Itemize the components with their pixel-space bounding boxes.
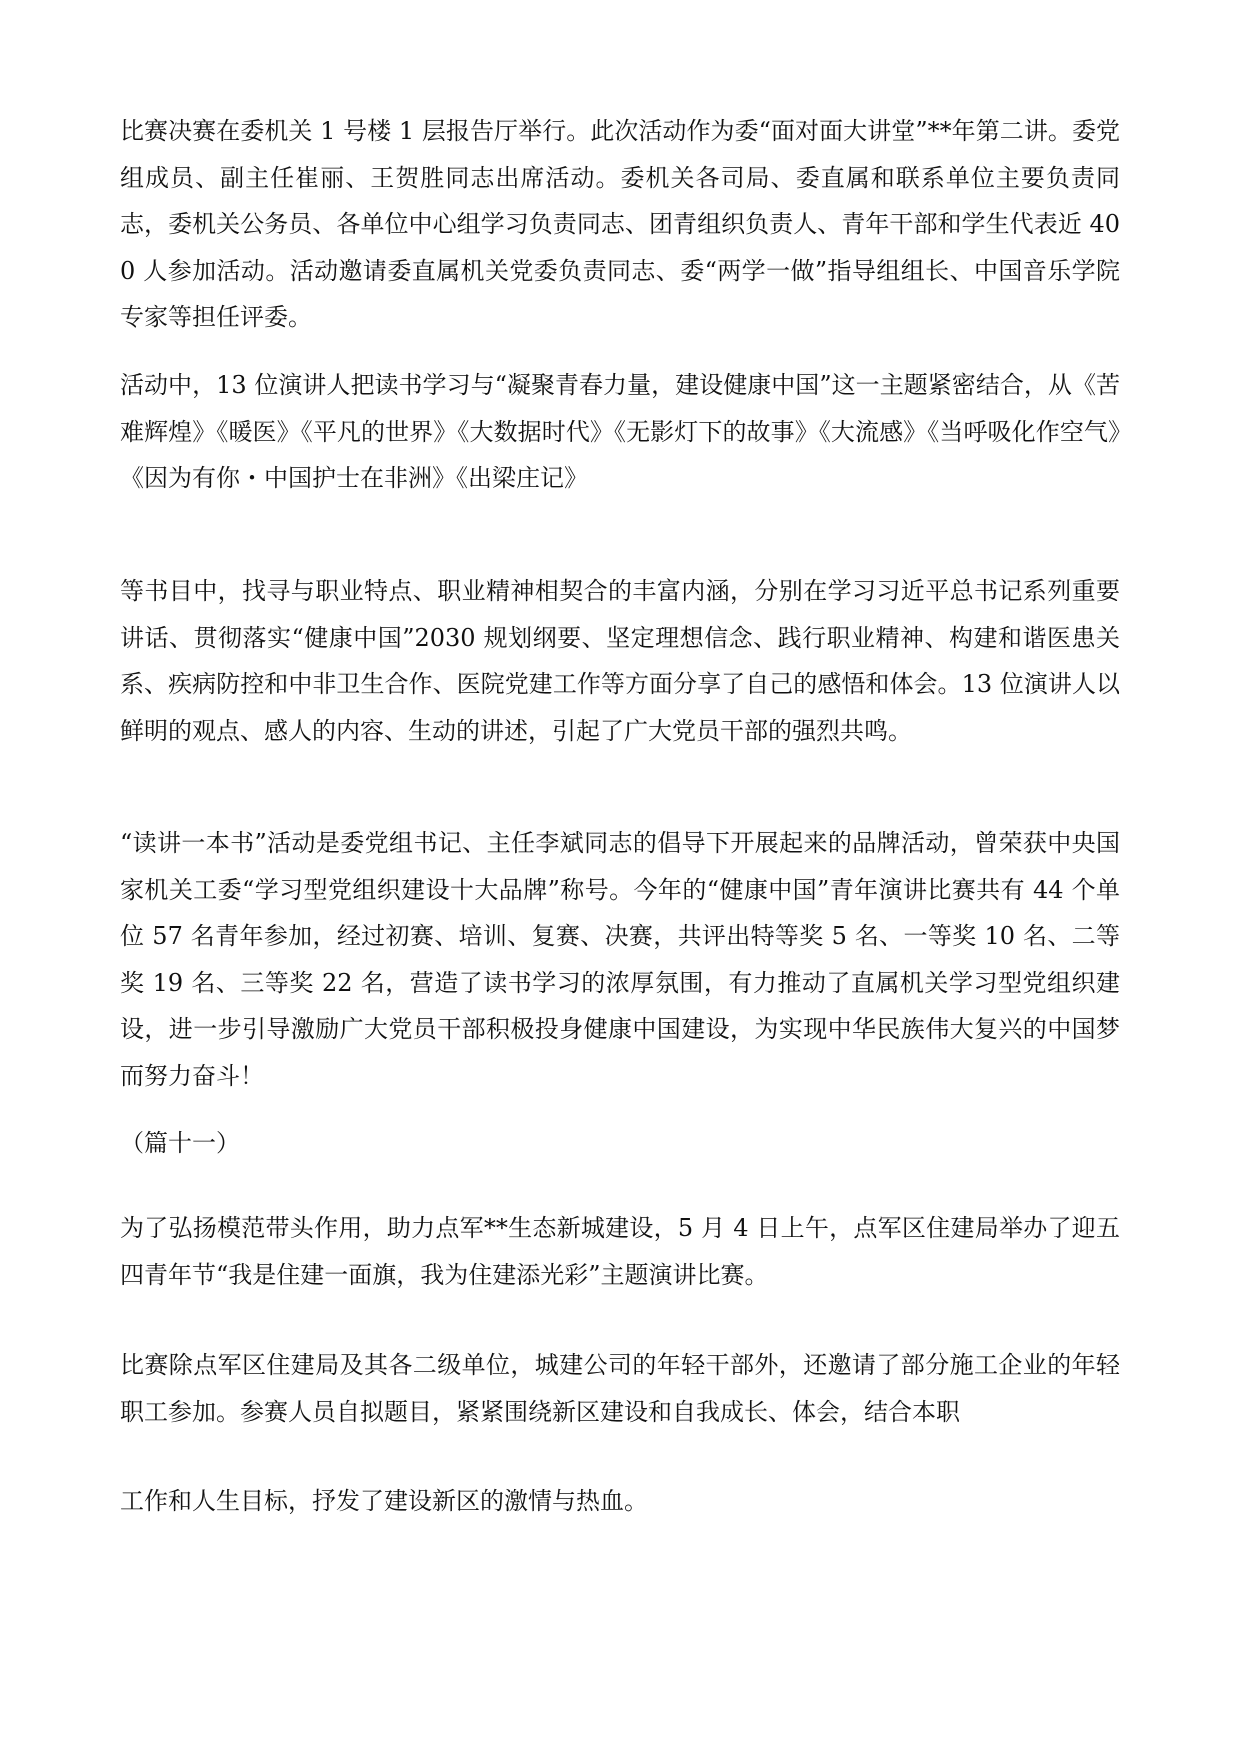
paragraph-closing: 工作和人生目标，抒发了建设新区的激情与热血。 — [120, 1487, 648, 1515]
paragraph-participants: 比赛除点军区住建局及其各二级单位，城建公司的年轻干部外，还邀请了部分施工企业的年轻职工参加。参赛人员自拟题目，紧紧围绕新区建设和自我成长、体会，结合本职 — [120, 1351, 1120, 1426]
section-heading-11: （篇十一） — [120, 1129, 240, 1157]
paragraph-final-event: 比赛决赛在委机关 1 号楼 1 层报告厅举行。此次活动作为委“面对面大讲堂”**年第二讲。委党组成员、副主任崔丽、王贺胜同志出席活动。委机关各司局、委直属和联系单位主要负责同志，委机关公务员、各单位中心组学习负责同志、团青组织负责人、青年干部和学生代表近 400 人参加活动。活动邀请委直属机关党委负责同志、委“两学一做”指导组组长、中国音乐学院专家等担任评委。 — [120, 117, 1120, 331]
paragraph-reading-brand: “读讲一本书”活动是委党组书记、主任李斌同志的倡导下开展起来的品牌活动，曾荣获中央国家机关工委“学习型党组织建设十大品牌”称号。今年的“健康中国”青年演讲比赛共有 44 个单位 57 名青年参加，经过初赛、培训、复赛、决赛，共评出特等奖 5 名、一等奖 10 名、二等奖 19 名、三等奖 22 名，营造了读书学习的浓厚氛围，有力推动了直属机关学习型党组织建设，进一步引导激励广大党员干部积极投身健康中国建设，为实现中华民族伟大复兴的中国梦而努力奋斗！ — [120, 829, 1120, 1090]
paragraph-topics: 等书目中，找寻与职业特点、职业精神相契合的丰富内涵，分别在学习习近平总书记系列重要讲话、贯彻落实“健康中国”2030 规划纲要、坚定理想信念、践行职业精神、构建和谐医患关系、疾病防控和中非卫生合作、医院党建工作等方面分享了自己的感悟和体会。13 位演讲人以鲜明的观点、感人的内容、生动的讲述，引起了广大党员干部的强烈共鸣。 — [120, 577, 1120, 745]
paragraph-speakers-books: 活动中，13 位演讲人把读书学习与“凝聚青春力量，建设健康中国”这一主题紧密结合，从《苦难辉煌》《暖医》《平凡的世界》《大数据时代》《无影灯下的故事》《大流感》《当呼吸化作空气》《因为有你・中国护士在非洲》《出梁庄记》 — [120, 371, 1120, 492]
paragraph-youth-day-contest: 为了弘扬模范带头作用，助力点军**生态新城建设，5 月 4 日上午，点军区住建局举办了迎五四青年节“我是住建一面旗，我为住建添光彩”主题演讲比赛。 — [120, 1214, 1120, 1289]
